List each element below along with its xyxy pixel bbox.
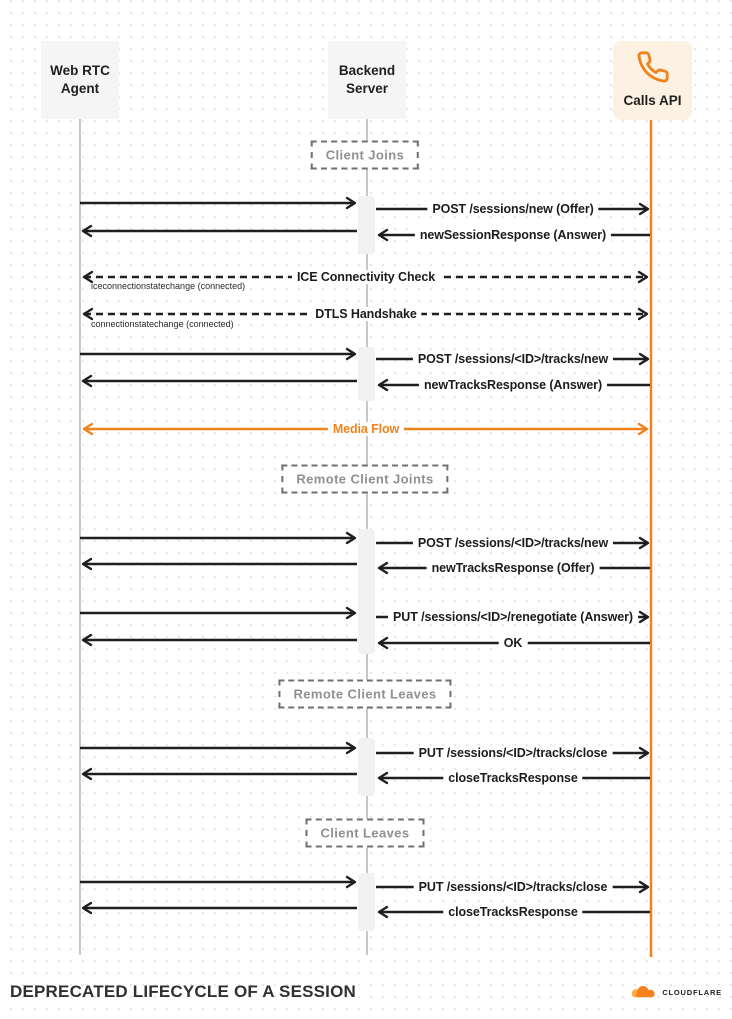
footer	[0, 971, 732, 1019]
actor-label: Web RTC	[50, 62, 110, 78]
message-label: PUT /sessions/<ID>/renegotiate (Answer)	[388, 610, 638, 624]
phase-client-leaves: Client Leaves	[305, 819, 424, 848]
cloudflare-brand-name: CLOUDFLARE	[662, 987, 722, 997]
phone-icon	[636, 50, 670, 84]
ice-state-note: iceconnectionstatechange (connected)	[91, 281, 246, 291]
message-label: POST /sessions/new (Offer)	[427, 202, 598, 216]
actor-label: Calls API	[623, 93, 682, 109]
message-label: newTracksResponse (Offer)	[427, 561, 600, 575]
cloudflare-brand	[628, 984, 722, 1000]
message-label: PUT /sessions/<ID>/tracks/close	[414, 746, 613, 760]
cloudflare-logo-icon	[628, 984, 658, 1000]
media-flow-label: Media Flow	[328, 422, 404, 436]
actor-webrtc-agent	[41, 41, 119, 119]
phase-remote-client-joints: Remote Client Joints	[281, 465, 448, 494]
message-label: OK	[499, 636, 528, 650]
message-label: ICE Connectivity Check	[292, 270, 440, 284]
message-label: newTracksResponse (Answer)	[419, 378, 607, 392]
actor-label: Agent	[60, 81, 100, 96]
message-label: closeTracksResponse	[443, 771, 582, 785]
page-title: DEPRECATED LIFECYCLE OF A SESSION	[10, 982, 357, 1001]
message-label: POST /sessions/<ID>/tracks/new	[413, 352, 613, 366]
message-label: DTLS Handshake	[310, 307, 421, 321]
actor-label: Server	[345, 81, 389, 96]
connection-state-note: connectionstatechange (connected)	[91, 319, 234, 329]
message-label: POST /sessions/<ID>/tracks/new	[413, 536, 613, 550]
actor-label: Backend	[338, 62, 396, 78]
actor-backend-server	[328, 41, 406, 119]
message-label: closeTracksResponse	[443, 905, 582, 919]
actor-calls-api	[613, 41, 692, 120]
phase-remote-client-leaves: Remote Client Leaves	[278, 680, 451, 709]
message-label: newSessionResponse (Answer)	[415, 228, 611, 242]
message-label: PUT /sessions/<ID>/tracks/close	[414, 880, 613, 894]
phase-client-joins: Client Joins	[311, 141, 419, 170]
